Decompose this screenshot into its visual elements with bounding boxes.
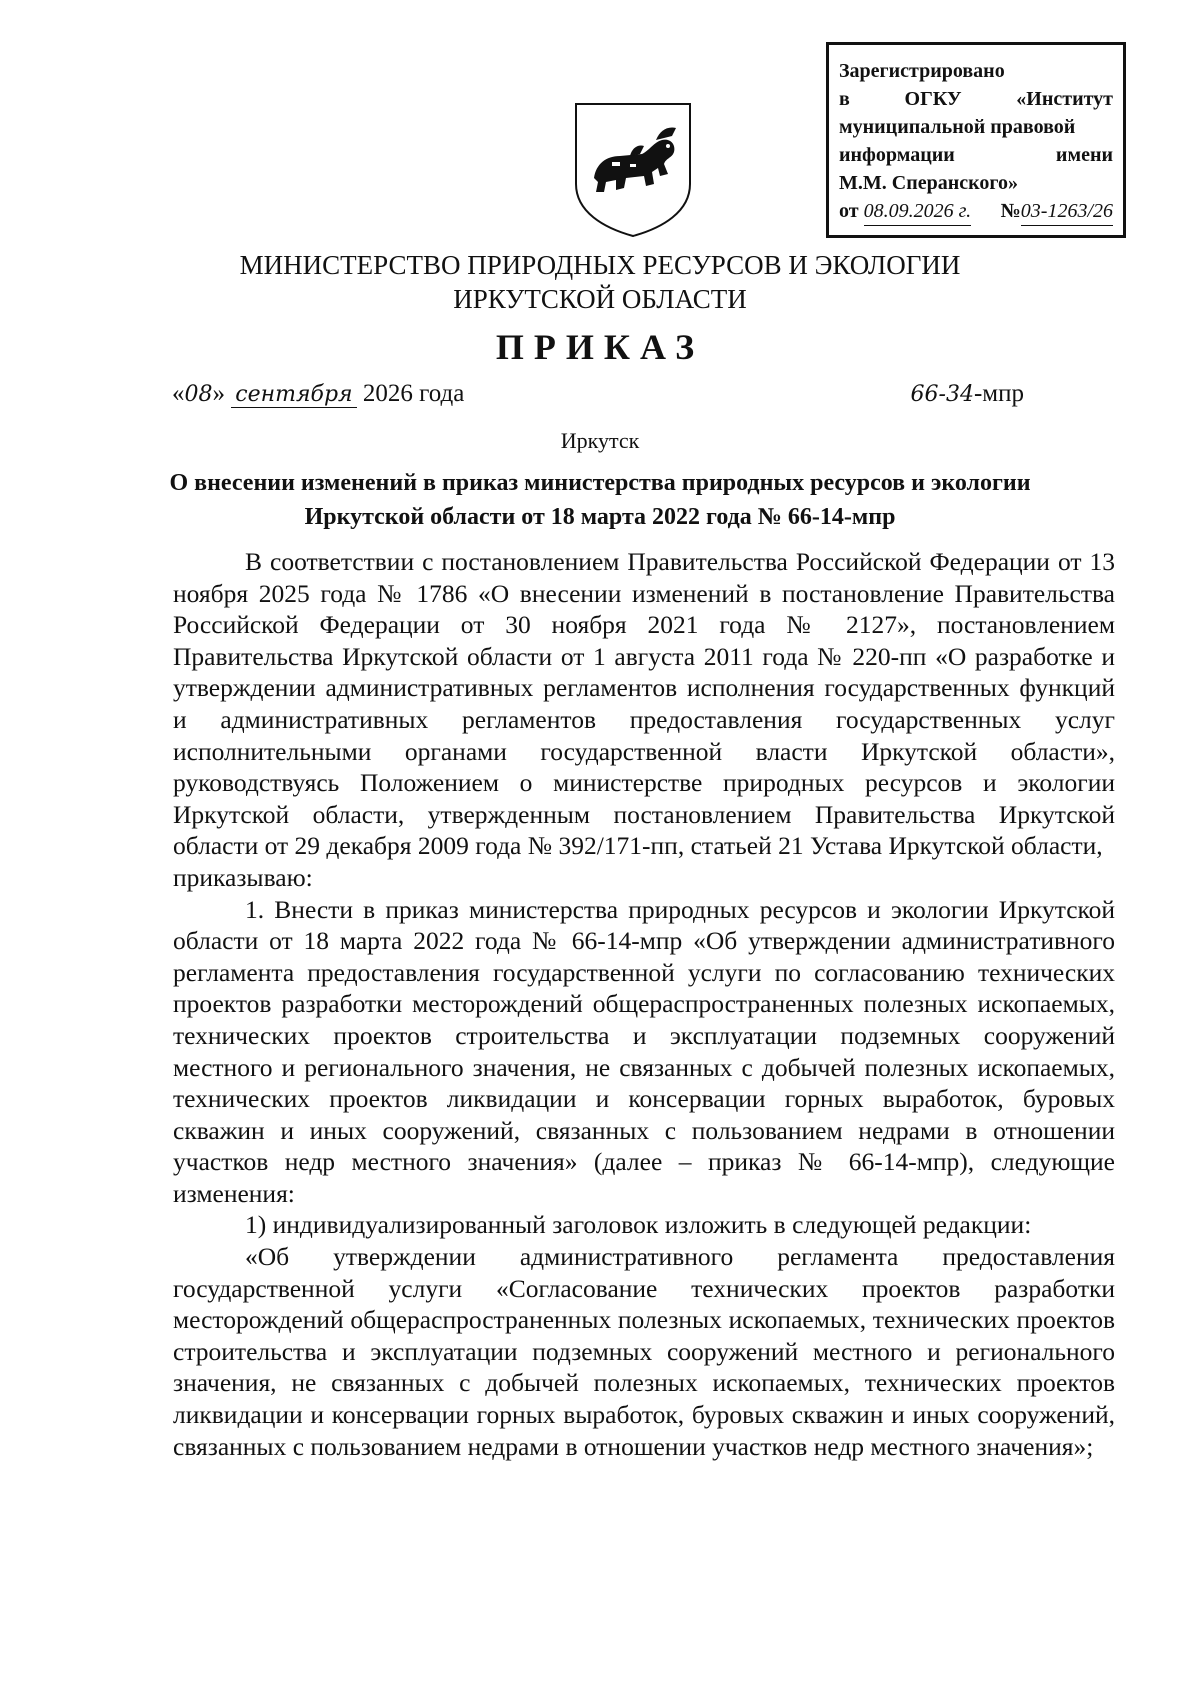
stamp-word-institute: «Институт: [1016, 88, 1113, 110]
paragraph-preamble: В соответствии с постановлением Правительства Российской Федерации от 13 ноября 2025 года № 1786 «О внесении изменений в постановление Правительства Российской Федерации от 30 ноября 2021 года № 2127», постановлением Правительства Иркутской области от 1 августа 2011 года № 220-пп «О разработке и утверждении административных регламентов исполнения государственных функций и административных регламентов предоставления государственных услуг исполнительными органами государственной власти Иркутской области», руководствуясь Положением о министерстве природных ресурсов и экологии Иркутской области, утвержденным постановлением Правительства Иркутской области от 29 декабря 2009 года № 392/171-пп, статьей 21 Устава Иркутской области,: [173, 547, 1115, 861]
registration-stamp: [826, 42, 1126, 238]
date-day: 08: [184, 382, 213, 407]
date-month: сентября: [231, 382, 356, 408]
stamp-word-v: в: [839, 88, 850, 110]
document-number: [911, 380, 1024, 408]
document-title: О внесении изменений в приказ министерства природных ресурсов и экологии Иркутской области от 18 марта 2022 года № 66-14-мпр: [169, 470, 1031, 530]
ministry-line-1: МИНИСТЕРСТВО ПРИРОДНЫХ РЕСУРСОВ И ЭКОЛОГИИ: [239, 250, 961, 280]
stamp-from-label: от: [839, 200, 859, 222]
paragraph-item-1: 1. Внести в приказ министерства природных ресурсов и экологии Иркутской области от 18 марта 2022 года № 66-14-мпр «Об утверждении административного регламента предоставления государственной услуги по согласованию технических проектов разработки месторождений общераспространенных полезных ископаемых, технических проектов строительства и эксплуатации подземных сооружений местного и регионального значения, не связанных с добычей полезных ископаемых, технических проектов ликвидации и консервации горных выработок, буровых скважин и иных сооружений, связанных с пользованием недрами в отношении участков недр местного значения» (далее – приказ № 66-14-мпр), следующие изменения:: [173, 894, 1115, 1208]
stamp-line-1: Зарегистрировано: [839, 60, 1005, 82]
stamp-word-named: имени: [1055, 144, 1113, 166]
stamp-word-information: информации: [839, 144, 955, 166]
irkutsk-coat-of-arms-icon: [572, 100, 694, 238]
stamp-from-date: 08.09.2026 г.: [864, 197, 972, 226]
stamp-num-value: 03-1263/26: [1021, 197, 1113, 226]
stamp-line-2: [839, 85, 1113, 113]
quote-open: «: [172, 380, 185, 407]
document-type-heading: ПРИКАЗ: [495, 327, 705, 367]
number-suffix: -мпр: [973, 380, 1024, 407]
ministry-line-2: ИРКУТСКОЙ ОБЛАСТИ: [453, 284, 747, 314]
stamp-line-6: [839, 197, 1113, 226]
stamp-line-5: М.М. Сперанского»: [839, 172, 1018, 194]
paragraph-order: приказываю:: [173, 862, 313, 892]
stamp-word-ogku: ОГКУ: [904, 88, 962, 110]
document-body: [173, 546, 1115, 1462]
stamp-line-3: муниципальной правовой: [839, 116, 1076, 138]
stamp-line-4: [839, 141, 1113, 169]
number-handwritten: 66-34: [910, 382, 974, 407]
date-year: 2026 года: [362, 380, 465, 407]
city-name: Иркутск: [560, 428, 640, 453]
ministry-name: [0, 248, 1200, 316]
quote-close: »: [212, 380, 225, 407]
paragraph-new-title: «Об утверждении административного регламента предоставления государственной услуги «Согласование технических проектов разработки месторождений общераспространенных полезных ископаемых, технических проектов строительства и эксплуатации подземных сооружений местного и регионального значения, не связанных с добычей полезных ископаемых, технических проектов ликвидации и консервации горных выработок, буровых скважин и иных сооружений, связанных с пользованием недрами в отношении участков недр местного значения»;: [173, 1242, 1115, 1461]
paragraph-subitem-1: 1) индивидуализированный заголовок изложить в следующей редакции:: [245, 1210, 1032, 1240]
stamp-num-label: №: [1000, 200, 1021, 222]
document-date: [172, 380, 464, 408]
